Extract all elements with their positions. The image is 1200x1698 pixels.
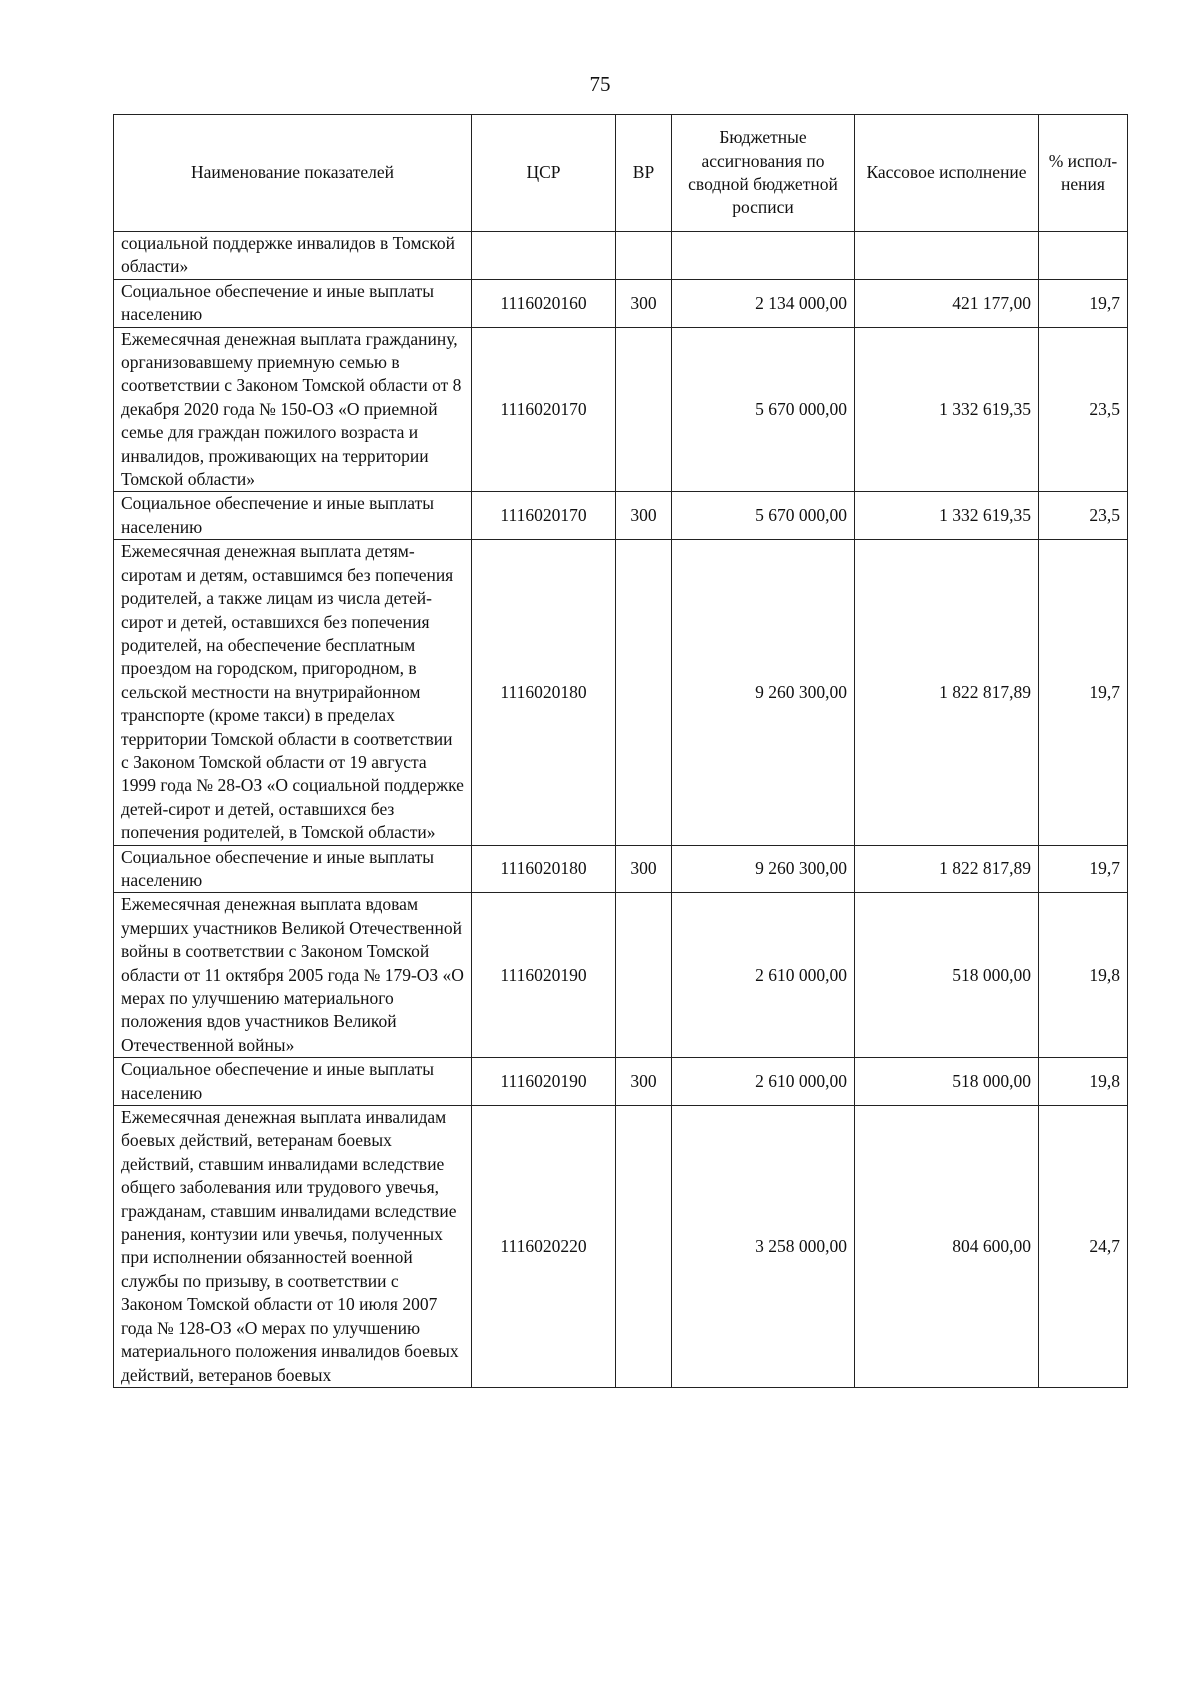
cell-cash: 1 822 817,89 (855, 845, 1039, 893)
cell-vr (616, 232, 672, 280)
cell-cash (855, 232, 1039, 280)
cell-vr (616, 540, 672, 845)
cell-vr (616, 893, 672, 1058)
cell-csr (472, 232, 616, 280)
cell-cash: 1 332 619,35 (855, 327, 1039, 492)
cell-budget: 3 258 000,00 (672, 1106, 855, 1388)
cell-name: Ежемесячная денежная выплата детям-сиротам и детям, оставшимся без попечения родителей, а также лицам из числа детей-сирот и детей, оставшихся без попечения родителей, на обеспечение бесплатным проездом на городском, пригородном, в сельской местности на внутрирайонном транспорте (кроме такси) в пределах территории Томской области в соответствии с Законом Томской области от 19 августа 1999 года № 28-ОЗ «О социальной поддержке детей-сирот и детей, оставшихся без попечения родителей, в Томской области» (114, 540, 472, 845)
cell-csr: 1116020180 (472, 540, 616, 845)
cell-budget: 2 610 000,00 (672, 893, 855, 1058)
cell-vr (616, 327, 672, 492)
table-row (114, 279, 1128, 327)
cell-csr: 1116020190 (472, 1058, 616, 1106)
cell-percent: 19,8 (1039, 893, 1128, 1058)
cell-name: Ежемесячная денежная выплата инвалидам боевых действий, ветеранам боевых действий, ставшим инвалидами вследствие общего заболевания или трудового увечья, гражданам, ставшим инвалидами вследствие ранения, контузии или увечья, полученных при исполнении обязанностей военной службы по призыву, в соответствии с Законом Томской области от 10 июля 2007 года № 128-ОЗ «О мерах по улучшению материального положения инвалидов боевых действий, ветеранов боевых (114, 1106, 472, 1388)
table-row (114, 845, 1128, 893)
header-execution-percent: % испол-нения (1039, 115, 1128, 232)
cell-csr: 1116020170 (472, 492, 616, 540)
cell-csr: 1116020170 (472, 327, 616, 492)
table-row (114, 540, 1128, 845)
cell-csr: 1116020190 (472, 893, 616, 1058)
cell-cash: 1 332 619,35 (855, 492, 1039, 540)
cell-cash: 804 600,00 (855, 1106, 1039, 1388)
table-row (114, 893, 1128, 1058)
table-row (114, 1058, 1128, 1106)
cell-percent: 19,7 (1039, 845, 1128, 893)
table-row (114, 492, 1128, 540)
cell-budget: 9 260 300,00 (672, 845, 855, 893)
cell-name: Ежемесячная денежная выплата гражданину, организовавшему приемную семью в соответствии с Законом Томской области от 8 декабря 2020 года № 150-ОЗ «О приемной семье для граждан пожилого возраста и инвалидов, проживающих на территории Томской области» (114, 327, 472, 492)
header-budget-allocations: Бюджетные ассигнования по сводной бюджетной росписи (672, 115, 855, 232)
cell-name: Ежемесячная денежная выплата вдовам умерших участников Великой Отечественной войны в соответствии с Законом Томской области от 11 октября 2005 года № 179-ОЗ «О мерах по улучшению материального положения вдов участников Великой Отечественной войны» (114, 893, 472, 1058)
cell-percent: 24,7 (1039, 1106, 1128, 1388)
cell-cash: 518 000,00 (855, 1058, 1039, 1106)
budget-execution-table (113, 114, 1128, 1388)
cell-budget: 2 610 000,00 (672, 1058, 855, 1106)
table-row (114, 232, 1128, 280)
page-number: 75 (589, 72, 611, 96)
cell-name: Социальное обеспечение и иные выплаты населению (114, 1058, 472, 1106)
cell-budget: 5 670 000,00 (672, 327, 855, 492)
cell-budget: 2 134 000,00 (672, 279, 855, 327)
cell-vr: 300 (616, 279, 672, 327)
cell-cash: 421 177,00 (855, 279, 1039, 327)
cell-vr: 300 (616, 1058, 672, 1106)
header-indicator-name: Наименование показателей (114, 115, 472, 232)
cell-percent: 23,5 (1039, 492, 1128, 540)
cell-budget: 5 670 000,00 (672, 492, 855, 540)
header-cash-execution: Кассовое исполнение (855, 115, 1039, 232)
cell-csr: 1116020220 (472, 1106, 616, 1388)
cell-vr: 300 (616, 845, 672, 893)
cell-percent: 19,8 (1039, 1058, 1128, 1106)
table-header-row (114, 115, 1128, 232)
cell-name: Социальное обеспечение и иные выплаты населению (114, 492, 472, 540)
cell-budget: 9 260 300,00 (672, 540, 855, 845)
cell-name: Социальное обеспечение и иные выплаты населению (114, 279, 472, 327)
table-row (114, 327, 1128, 492)
table-row (114, 1106, 1128, 1388)
cell-csr: 1116020160 (472, 279, 616, 327)
cell-percent: 19,7 (1039, 279, 1128, 327)
cell-name: Социальное обеспечение и иные выплаты населению (114, 845, 472, 893)
cell-percent: 19,7 (1039, 540, 1128, 845)
cell-name: социальной поддержке инвалидов в Томской области» (114, 232, 472, 280)
cell-percent: 23,5 (1039, 327, 1128, 492)
cell-cash: 518 000,00 (855, 893, 1039, 1058)
cell-percent (1039, 232, 1128, 280)
cell-cash: 1 822 817,89 (855, 540, 1039, 845)
cell-vr (616, 1106, 672, 1388)
header-vr: ВР (616, 115, 672, 232)
cell-budget (672, 232, 855, 280)
cell-csr: 1116020180 (472, 845, 616, 893)
header-csr: ЦСР (472, 115, 616, 232)
cell-vr: 300 (616, 492, 672, 540)
